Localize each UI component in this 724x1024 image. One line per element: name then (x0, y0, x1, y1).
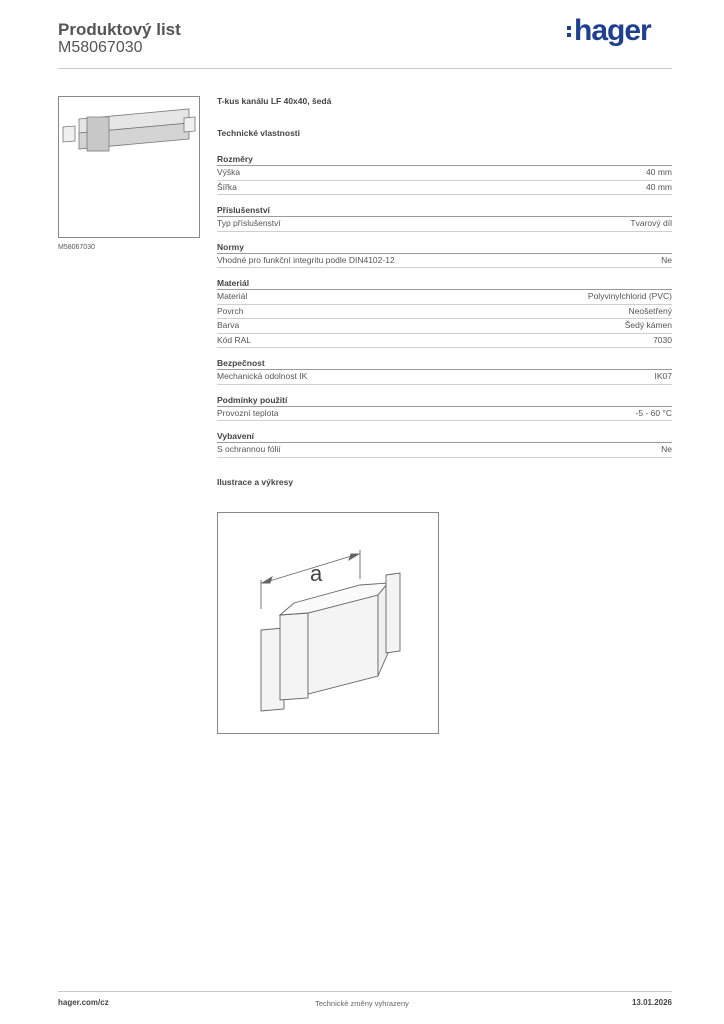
property-value: 40 mm (646, 181, 672, 192)
property-label: Provozní teplota (217, 407, 279, 418)
property-value: -5 - 60 °C (635, 407, 672, 418)
property-value: 40 mm (646, 167, 672, 177)
property-row (217, 370, 672, 385)
property-value: Ne (661, 254, 672, 265)
hager-logo (567, 14, 651, 48)
property-label: Kód RAL (217, 334, 252, 345)
property-label: Typ příslušenství (217, 218, 281, 228)
property-row (217, 166, 672, 181)
technical-drawing (217, 512, 439, 734)
property-row (217, 443, 672, 458)
property-label: Barva (217, 320, 240, 330)
property-label: Materiál (217, 291, 248, 301)
property-section (217, 277, 672, 348)
section-title: Materiál (217, 277, 672, 290)
product-name: T-kus kanálu LF 40x40, šedá (217, 96, 332, 106)
section-title: Příslušenství (217, 204, 672, 217)
property-section (217, 394, 672, 422)
t-piece-channel-icon (59, 97, 199, 237)
property-label: Výška (217, 167, 241, 177)
property-value: 7030 (653, 334, 672, 345)
technical-properties-heading: Technické vlastnosti (217, 128, 300, 138)
header-divider (58, 68, 672, 69)
footer-divider (58, 991, 672, 992)
section-title: Rozměry (217, 153, 672, 166)
property-label: Povrch (217, 305, 244, 316)
thumbnail-caption: M58067030 (58, 244, 95, 251)
dimension-drawing-icon (218, 513, 438, 733)
product-code: M58067030 (58, 39, 143, 56)
property-value: IK07 (654, 371, 672, 381)
property-value: Ne (661, 444, 672, 454)
property-label: S ochrannou fólií (217, 444, 281, 454)
product-thumbnail (58, 96, 200, 238)
property-value: Tvarový díl (630, 218, 672, 228)
dimension-label: a (310, 561, 323, 586)
section-title: Bezpečnost (217, 357, 672, 370)
section-title: Vybavení (217, 430, 672, 443)
property-row (217, 319, 672, 334)
footer-date: 13.01.2026 (631, 998, 672, 1007)
property-row (217, 290, 672, 305)
logo-text: hager (574, 14, 651, 47)
property-value: Neošetřený (628, 305, 672, 316)
section-title: Normy (217, 241, 672, 254)
section-title: Podmínky použití (217, 394, 672, 407)
property-label: Šířka (217, 181, 237, 192)
property-label: Mechanická odolnost IK (217, 371, 308, 381)
property-row (217, 334, 672, 349)
property-row (217, 217, 672, 232)
property-row (217, 305, 672, 320)
footer-notice: Technické změny vyhrazeny (315, 999, 409, 1008)
property-section (217, 241, 672, 269)
illustration-heading: Ilustrace a výkresy (217, 476, 294, 487)
page-title: Produktový list (58, 20, 181, 39)
property-section (217, 430, 672, 458)
properties-sections (217, 153, 672, 458)
footer-website-link[interactable]: hager.com/cz (58, 998, 109, 1007)
property-section (217, 204, 672, 232)
property-row (217, 407, 672, 422)
property-section (217, 153, 672, 195)
logo-dots-icon (567, 26, 572, 40)
property-value: Šedý kámen (624, 320, 672, 330)
property-row (217, 181, 672, 196)
property-section (217, 357, 672, 385)
property-label: Vhodné pro funkční integritu podle DIN4102-12 (217, 254, 395, 265)
property-value: Polyvinylchlorid (PVC) (587, 291, 672, 301)
product-details (217, 96, 672, 487)
property-row (217, 254, 672, 269)
